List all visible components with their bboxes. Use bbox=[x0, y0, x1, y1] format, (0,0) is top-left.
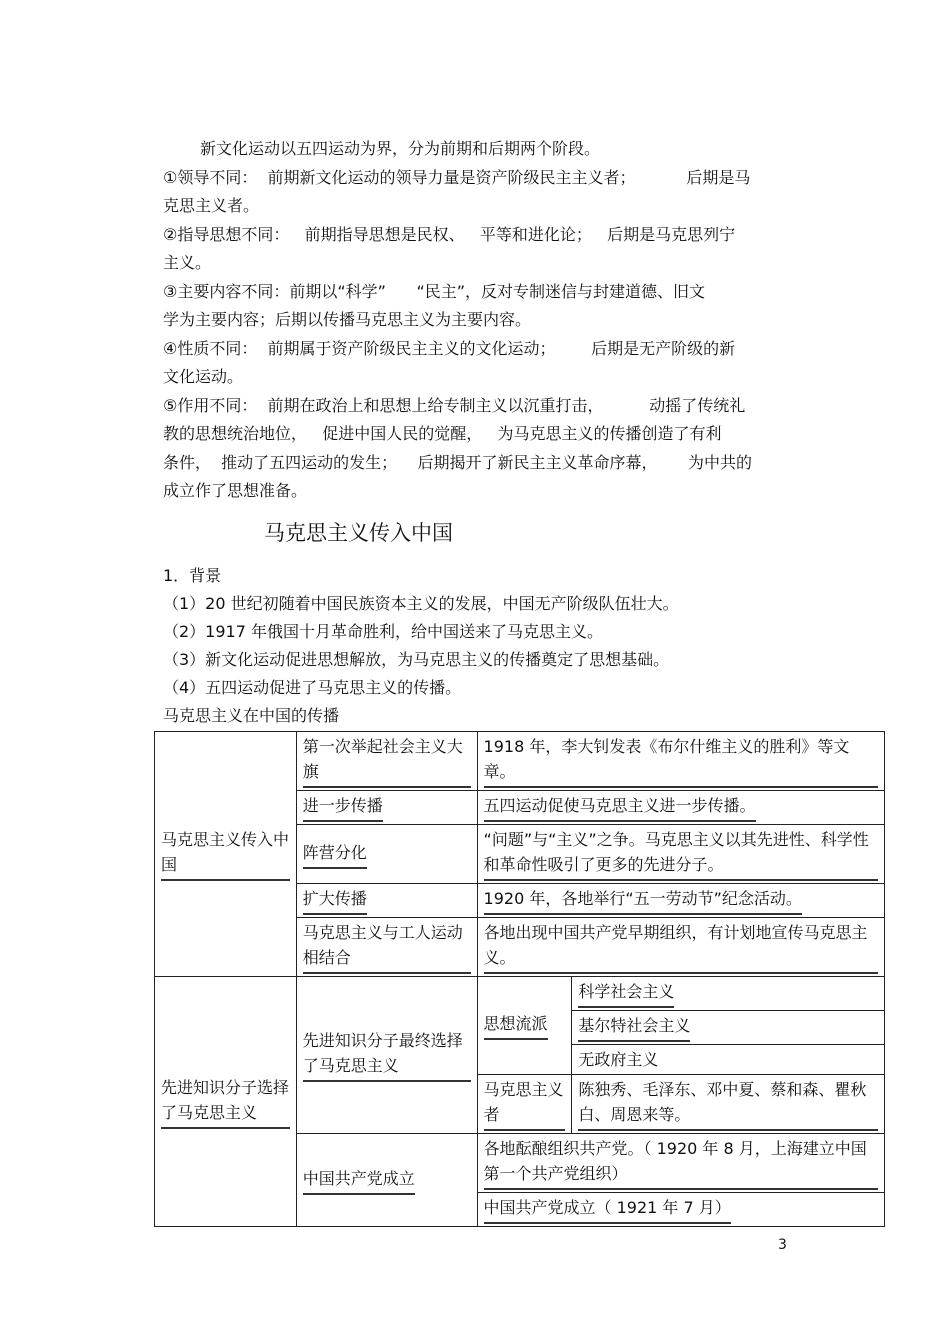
intro-line: 教的思想统治地位， 促进中国人民的觉醒， 为马克思主义的传播创造了有利 bbox=[163, 424, 722, 443]
intro-line: 克思主义者。 bbox=[163, 196, 260, 215]
detail-text: 各地酝酿组织共产党。（ 1920 年 8 月，上海建立中国第一个共产党组织） bbox=[484, 1136, 878, 1190]
schools-label: 思想流派 bbox=[484, 1011, 548, 1040]
background-item: （3）新文化运动促进思想解放，为马克思主义的传播奠定了思想基础。 bbox=[163, 650, 670, 669]
topic-text: 第一次举起社会主义大旗 bbox=[303, 734, 471, 788]
topic-text: 进一步传播 bbox=[303, 793, 383, 822]
background-item: （1）20 世纪初随着中国民族资本主义的发展，中国无产阶级队伍壮大。 bbox=[163, 594, 679, 613]
school-cell bbox=[572, 1045, 885, 1075]
background-item: （4）五四运动促进了马克思主义的传播。 bbox=[163, 678, 462, 697]
school-text: 科学社会主义 bbox=[578, 979, 674, 1008]
intro-line: 学为主要内容；后期以传播马克思主义为主要内容。 bbox=[163, 310, 532, 329]
school-text: 无政府主义 bbox=[578, 1050, 659, 1069]
intro-line: ⑤作用不同： 前期在政治上和思想上给专制主义以沉重打击， 动摇了传统礼 bbox=[163, 396, 746, 415]
page-number: 3 bbox=[778, 1237, 787, 1253]
detail-cell bbox=[477, 918, 884, 977]
topic-cell bbox=[296, 884, 477, 918]
topic-cell bbox=[296, 918, 477, 977]
table-row bbox=[155, 977, 885, 1011]
topic-cell bbox=[296, 732, 477, 791]
intro-line: ②指导思想不同： 前期指导思想是民权、 平等和进化论； 后期是马克思列宁 bbox=[163, 225, 736, 244]
intro-line: ③主要内容不同：前期以“科学” “民主”，反对专制迷信与封建道德、旧文 bbox=[163, 282, 706, 301]
marxists-label-cell bbox=[477, 1075, 572, 1134]
detail-cell bbox=[477, 884, 884, 918]
detail-cell bbox=[477, 791, 884, 825]
detail-cell bbox=[477, 1134, 884, 1193]
detail-text: 五四运动促使马克思主义进一步传播。 bbox=[484, 793, 756, 822]
intro-line: 文化运动。 bbox=[163, 367, 244, 386]
section-title: 马克思主义传入中国 bbox=[264, 521, 453, 545]
marxists-text: 陈独秀、毛泽东、邓中夏、蔡和森、瞿秋白、周恩来等。 bbox=[578, 1077, 878, 1131]
background-heading: 1．背景 bbox=[163, 566, 222, 585]
intro-line: 新文化运动以五四运动为界，分为前期和后期两个阶段。 bbox=[200, 139, 601, 158]
detail-text: 各地出现中国共产党早期组织，有计划地宣传马克思主义。 bbox=[484, 920, 878, 974]
topic-text: 中国共产党成立 bbox=[303, 1166, 415, 1195]
detail-cell bbox=[477, 1193, 884, 1227]
detail-text: 中国共产党成立（ 1921 年 7 月） bbox=[484, 1195, 731, 1224]
schools-label-cell bbox=[477, 977, 572, 1075]
group-label: 先进知识分子选择了马克思主义 bbox=[161, 1075, 290, 1129]
intro-line: ④性质不同： 前期属于资产阶级民主主义的文化运动； 后期是无产阶级的新 bbox=[163, 339, 736, 358]
school-text: 基尔特社会主义 bbox=[578, 1013, 690, 1042]
topic-text: 先进知识分子最终选择了马克思主义 bbox=[303, 1028, 471, 1082]
topic-cell bbox=[296, 791, 477, 825]
topic-text: 扩大传播 bbox=[303, 886, 367, 915]
background-item: （2）1917 年俄国十月革命胜利，给中国送来了马克思主义。 bbox=[163, 622, 603, 641]
detail-cell bbox=[477, 825, 884, 884]
group-label: 马克思主义传入中国 bbox=[161, 827, 290, 881]
intro-line: ①领导不同： 前期新文化运动的领导力量是资产阶级民主主义者； 后期是马 bbox=[163, 168, 751, 187]
marxists-label: 马克思主义者 bbox=[484, 1077, 566, 1131]
topic-cell bbox=[296, 825, 477, 884]
table-caption: 马克思主义在中国的传播 bbox=[163, 706, 340, 725]
group-label-cell bbox=[155, 977, 297, 1227]
detail-text: 1920 年，各地举行“五一劳动节”纪念活动。 bbox=[484, 886, 802, 915]
topic-cell bbox=[296, 977, 477, 1134]
topic-text: 阵营分化 bbox=[303, 840, 367, 869]
intro-line: 主义。 bbox=[163, 253, 212, 272]
intro-line: 成立作了思想准备。 bbox=[163, 481, 308, 500]
detail-text: 1918 年，李大钊发表《布尔什维主义的胜利》等文章。 bbox=[484, 734, 878, 788]
intro-line: 条件， 推动了五四运动的发生； 后期揭开了新民主主义革命序幕， 为中共的 bbox=[163, 453, 753, 472]
topic-text: 马克思主义与工人运动相结合 bbox=[303, 920, 471, 974]
marxism-spread-table bbox=[154, 731, 885, 1227]
detail-cell bbox=[477, 732, 884, 791]
group-label-cell bbox=[155, 732, 297, 977]
marxists-cell bbox=[572, 1075, 885, 1134]
topic-cell bbox=[296, 1134, 477, 1227]
school-cell bbox=[572, 1011, 885, 1045]
table-row bbox=[155, 732, 885, 791]
school-cell bbox=[572, 977, 885, 1011]
detail-text: “问题”与“主义”之争。马克思主义以其先进性、科学性和革命性吸引了更多的先进分子。 bbox=[484, 827, 878, 881]
